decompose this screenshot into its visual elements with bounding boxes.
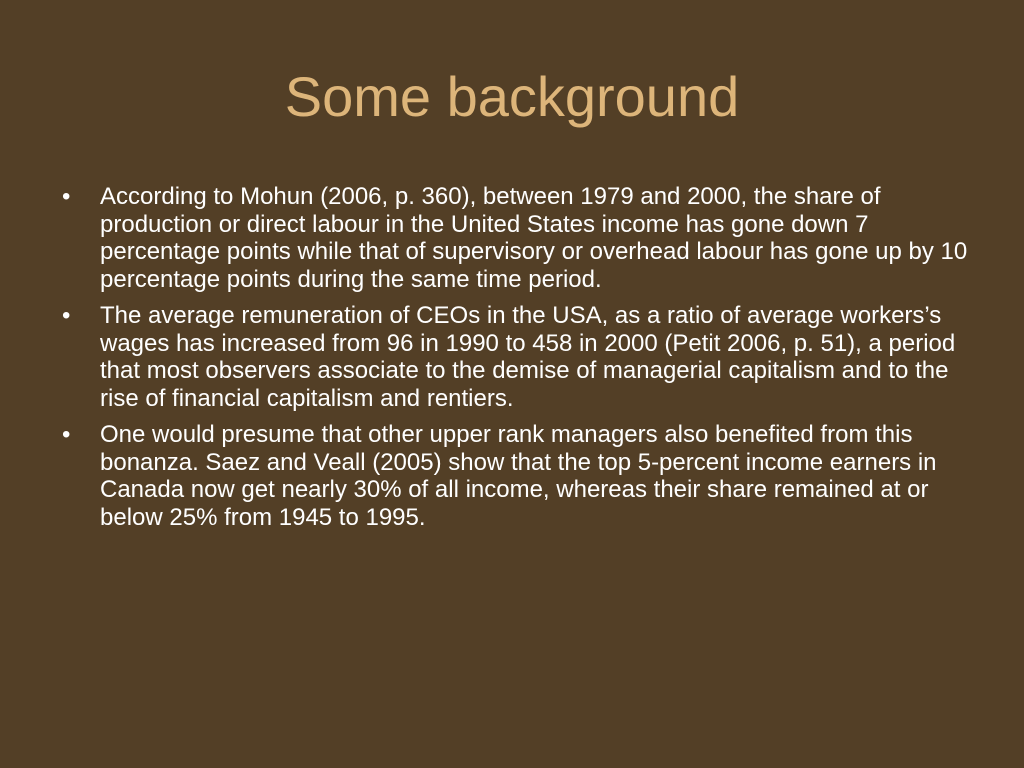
bullet-text: One would presume that other upper rank managers also benefited from this bonanza. Saez and Veall (2005) show that the top 5-percent income earners in Canada now get nearly 30% of all income, whereas their share remained at or below 25% from 1945 to 1995. (100, 421, 937, 531)
bullet-icon: • (62, 302, 71, 329)
bullet-item (62, 302, 982, 412)
bullet-item (62, 183, 982, 293)
bullet-icon: • (62, 183, 71, 210)
bullet-icon: • (62, 421, 71, 448)
bullet-item (62, 421, 982, 531)
bullet-list (62, 183, 982, 540)
slide-title: Some background (284, 65, 740, 128)
bullet-text: The average remuneration of CEOs in the USA, as a ratio of average workers’s wages has increased from 96 in 1990 to 458 in 2000 (Petit 2006, p. 51), a period that most observers associate to the demise of managerial capitalism and to the rise of financial capitalism and rentiers. (100, 302, 956, 412)
bullet-text: According to Mohun (2006, p. 360), between 1979 and 2000, the share of production or direct labour in the United States income has gone down 7 percentage points while that of supervisory or overhead labour has gone up by 10 percentage points during the same time period. (100, 183, 968, 293)
